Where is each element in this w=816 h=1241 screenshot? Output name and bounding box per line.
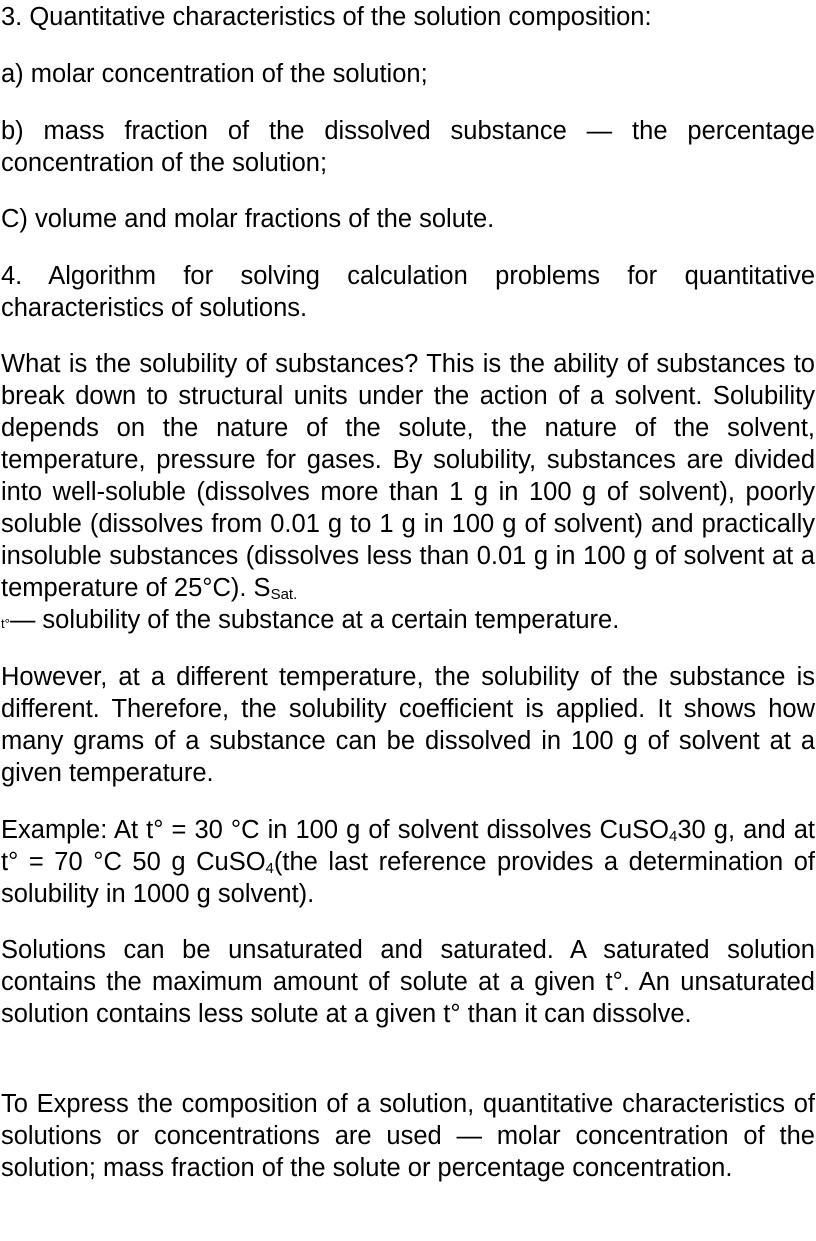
sat-subscript: Sat. — [270, 586, 298, 603]
item-b-mass-fraction: b) mass fraction of the dissolved substance — the percentage concentration of the solution; — [1, 117, 815, 177]
example-part-2: 30 g, and at t° = 70 °C 50 g CuSO — [1, 816, 815, 876]
cuso4-subscript-1: 4 — [668, 828, 678, 845]
item-a-molar-concentration: a) molar concentration of the solution; — [1, 60, 428, 88]
t-degree-label: t° — [1, 616, 10, 631]
section-4-heading: 4. Algorithm for solving calculation problems for quantitative characteristics of solutions. — [1, 262, 815, 322]
coefficient-paragraph: However, at a different temperature, the solubility of the substance is different. Therefore, the solubility coefficient is applied. It shows how many grams of a substance can be dissolved in 100 g of solvent at a given temperature. — [1, 663, 815, 787]
composition-paragraph: To Express the composition of a solution, quantitative characteristics of solutions or concentrations are used — molar concentration of the solution; mass fraction of the solute or percentage concentration. — [1, 1090, 815, 1182]
section-3-heading: 3. Quantitative characteristics of the solution composition: — [1, 3, 652, 31]
cuso4-subscript-2: 4 — [265, 860, 274, 877]
saturation-paragraph: Solutions can be unsaturated and saturated. A saturated solution contains the maximum amount of solute at a given t°. An unsaturated solution contains less solute at a given t° than it can dissolve. — [1, 936, 815, 1028]
solubility-paragraph — [1, 348, 815, 636]
solubility-main-text: What is the solubility of substances? This is the ability of substances to break down to structural units under the action of a solvent. Solubility depends on the nature of the solute, the nature of the solvent, temperature, pressure for gases. By solubility, substances are divided into well-soluble (dissolves more than 1 g in 100 g of solvent), poorly soluble (dissolves from 0.01 g to 1 g in 100 g of solvent) and practically insoluble substances (dissolves less than 0.01 g in 100 g of solvent at a temperature of 25°C). S — [1, 350, 815, 602]
item-c-volume-molar-fractions: C) volume and molar fractions of the solute. — [1, 205, 495, 233]
example-part-1: Example: At t° = 30 °C in 100 g of solvent dissolves CuSO — [1, 816, 669, 844]
solubility-tail-text: — solubility of the substance at a certain temperature. — [9, 606, 620, 634]
example-paragraph — [1, 814, 815, 910]
example-part-3: (the last reference provides a determination of solubility in 1000 g solvent). — [1, 848, 815, 908]
